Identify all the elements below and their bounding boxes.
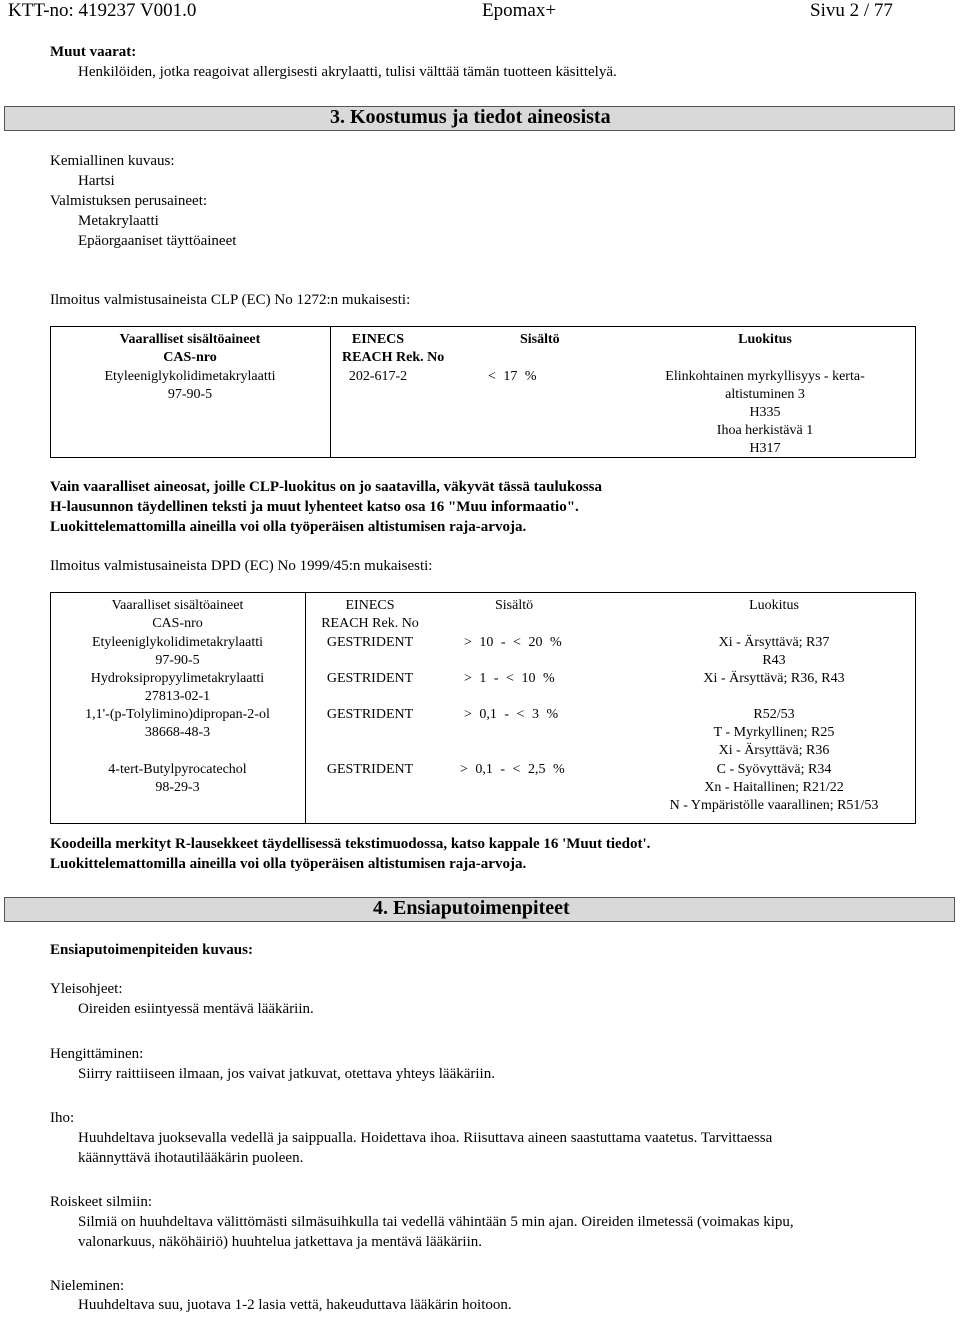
clp-row-class-2: altistuminen 3: [725, 387, 805, 402]
dpd-heading: Ilmoitus valmistusaineista DPD (EC) No 1999/45:n mukaisesti:: [50, 558, 433, 574]
header-page: Sivu 2 / 77: [810, 0, 893, 21]
clp-row-name: Etyleeniglykolidimetakrylaatti: [104, 369, 276, 384]
clp-note-2: H-lausunnon täydellinen teksti ja muut lyhenteet katso osa 16 "Muu informaatio".: [50, 499, 579, 515]
general-text: Oireiden esiintyessä mentävä lääkäriin.: [78, 1001, 314, 1017]
clp-note-1: Vain vaaralliset aineosat, joille CLP-luokitus on jo saatavilla, väkyvät tässä taulukossa: [50, 479, 603, 495]
dpd-row-4-class-3: N - Ympäristölle vaarallinen; R51/53: [669, 798, 879, 813]
clp-header-class: Luokitus: [738, 332, 792, 347]
dpd-row-4-cas: 98-29-3: [155, 780, 200, 795]
dpd-row-1-class-2: R43: [762, 653, 786, 668]
dpd-row-3-content: > 0,1 - < 3 %: [464, 707, 559, 722]
first-aid-desc-label: Ensiaputoimenpiteiden kuvaus:: [50, 942, 253, 958]
dpd-row-2-name: Hydroksipropyylimetakrylaatti: [90, 671, 265, 686]
section4-title: 4. Ensiaputoimenpiteet: [373, 897, 570, 919]
dpd-row-3-class-2: T - Myrkyllinen; R25: [713, 725, 835, 740]
base-item-1: Metakrylaatti: [78, 213, 159, 229]
general-label: Yleisohjeet:: [50, 981, 123, 997]
ingestion-label: Nieleminen:: [50, 1278, 125, 1294]
skin-text-1: Huuhdeltava juoksevalla vedellä ja saippualla. Hoidettava ihoa. Riisuttava aineen saastuttama vaatetus. Tarvittaessa: [78, 1130, 773, 1146]
dpd-header-cas: CAS-nro: [152, 616, 203, 631]
chem-desc-value: Hartsi: [78, 173, 115, 189]
skin-text-2: käännyttävä ihotautilääkärin puoleen.: [78, 1150, 304, 1166]
base-item-2: Epäorgaaniset täyttöaineet: [78, 233, 237, 249]
clp-row-content: < 17 %: [488, 369, 537, 384]
dpd-row-3-cas: 38668-48-3: [144, 725, 211, 740]
clp-row-class-3: H335: [749, 405, 781, 420]
dpd-row-4-class-2: Xn - Haitallinen; R21/22: [704, 780, 844, 795]
clp-note-3: Luokittelemattomilla aineilla voi olla työperäisen altistumisen raja-arvoja.: [50, 519, 527, 535]
dpd-row-3-name: 1,1'-(p-Tolylimino)dipropan-2-ol: [85, 707, 270, 722]
dpd-note-1: Koodeilla merkityt R-lausekkeet täydellisessä tekstimuodossa, katso kappale 16 'Muut tiedot'.: [50, 836, 651, 852]
dpd-row-4-name: 4-tert-Butylpyrocatechol: [108, 762, 247, 777]
dpd-header-class: Luokitus: [749, 598, 799, 613]
dpd-row-1-cas: 97-90-5: [155, 653, 200, 668]
dpd-row-1-content: > 10 - < 20 %: [464, 635, 562, 650]
dpd-row-3-einecs: GESTRIDENT: [326, 707, 414, 722]
dpd-row-1-einecs: GESTRIDENT: [326, 635, 414, 650]
other-hazards-label: Muut vaarat:: [50, 44, 137, 60]
dpd-row-4-einecs: GESTRIDENT: [326, 762, 414, 777]
inhalation-label: Hengittäminen:: [50, 1046, 144, 1062]
header-product: Epomax+: [482, 0, 557, 21]
dpd-row-3-class-1: R52/53: [753, 707, 795, 722]
dpd-row-4-content: > 0,1 - < 2,5 %: [460, 762, 565, 777]
skin-label: Iho:: [50, 1110, 75, 1126]
clp-header-content: Sisältö: [520, 332, 560, 347]
dpd-note-2: Luokittelemattomilla aineilla voi olla työperäisen altistumisen raja-arvoja.: [50, 856, 527, 872]
dpd-header-einecs: EINECS: [345, 598, 395, 613]
clp-row-cas: 97-90-5: [167, 387, 213, 402]
section3-title: 3. Koostumus ja tiedot aineosista: [330, 106, 611, 128]
dpd-row-1-name: Etyleeniglykolidimetakrylaatti: [91, 635, 264, 650]
eye-label: Roiskeet silmiin:: [50, 1194, 153, 1210]
dpd-row-4-class-1: C - Syövyttävä; R34: [716, 762, 832, 777]
dpd-header-substances: Vaaralliset sisältöaineet: [111, 598, 244, 613]
eye-text-1: Silmiä on huuhdeltava välittömästi silmäsuihkulla tai vedellä vähintään 5 min ajan. Oireiden ilmetessä (voimakas kipu,: [78, 1214, 794, 1230]
clp-row-class-5: H317: [749, 441, 781, 456]
clp-row-class-4: Ihoa herkistävä 1: [716, 423, 814, 438]
clp-heading: Ilmoitus valmistusaineista CLP (EC) No 1272:n mukaisesti:: [50, 292, 411, 308]
clp-row-class-1: Elinkohtainen myrkyllisyys - kerta-: [665, 369, 865, 384]
dpd-row-3-class-3: Xi - Ärsyttävä; R36: [718, 743, 830, 758]
clp-header-reach: REACH Rek. No: [342, 350, 445, 365]
header-ktt: KTT-no: 419237 V001.0: [8, 0, 197, 21]
dpd-row-1-class-1: Xi - Ärsyttävä; R37: [718, 635, 830, 650]
other-hazards-text: Henkilöiden, jotka reagoivat allergisesti akrylaatti, tulisi välttää tämän tuotteen käsittelyä.: [78, 64, 617, 80]
dpd-row-2-einecs: GESTRIDENT: [326, 671, 414, 686]
ingestion-text: Huuhdeltava suu, juotava 1-2 lasia vettä, hakeuduttava lääkärin hoitoon.: [78, 1297, 512, 1313]
dpd-row-2-cas: 27813-02-1: [144, 689, 211, 704]
clp-header-cas: CAS-nro: [163, 350, 217, 365]
dpd-header-reach: REACH Rek. No: [321, 616, 419, 631]
chem-desc-label: Kemiallinen kuvaus:: [50, 153, 175, 169]
base-label: Valmistuksen perusaineet:: [50, 193, 208, 209]
dpd-header-content: Sisältö: [495, 598, 534, 613]
clp-row-einecs: 202-617-2: [348, 369, 408, 384]
clp-header-einecs: EINECS: [351, 332, 405, 347]
dpd-row-2-class-1: Xi - Ärsyttävä; R36, R43: [703, 671, 845, 686]
inhalation-text: Siirry raittiiseen ilmaan, jos vaivat jatkuvat, otettava yhteys lääkäriin.: [78, 1066, 495, 1082]
dpd-row-2-content: > 1 - < 10 %: [464, 671, 555, 686]
eye-text-2: valonarkuus, näköhäiriö) huuhtelua jatkettava ja mentävä lääkäriin.: [78, 1234, 483, 1250]
clp-header-substances: Vaaralliset sisältöaineet: [119, 332, 261, 347]
